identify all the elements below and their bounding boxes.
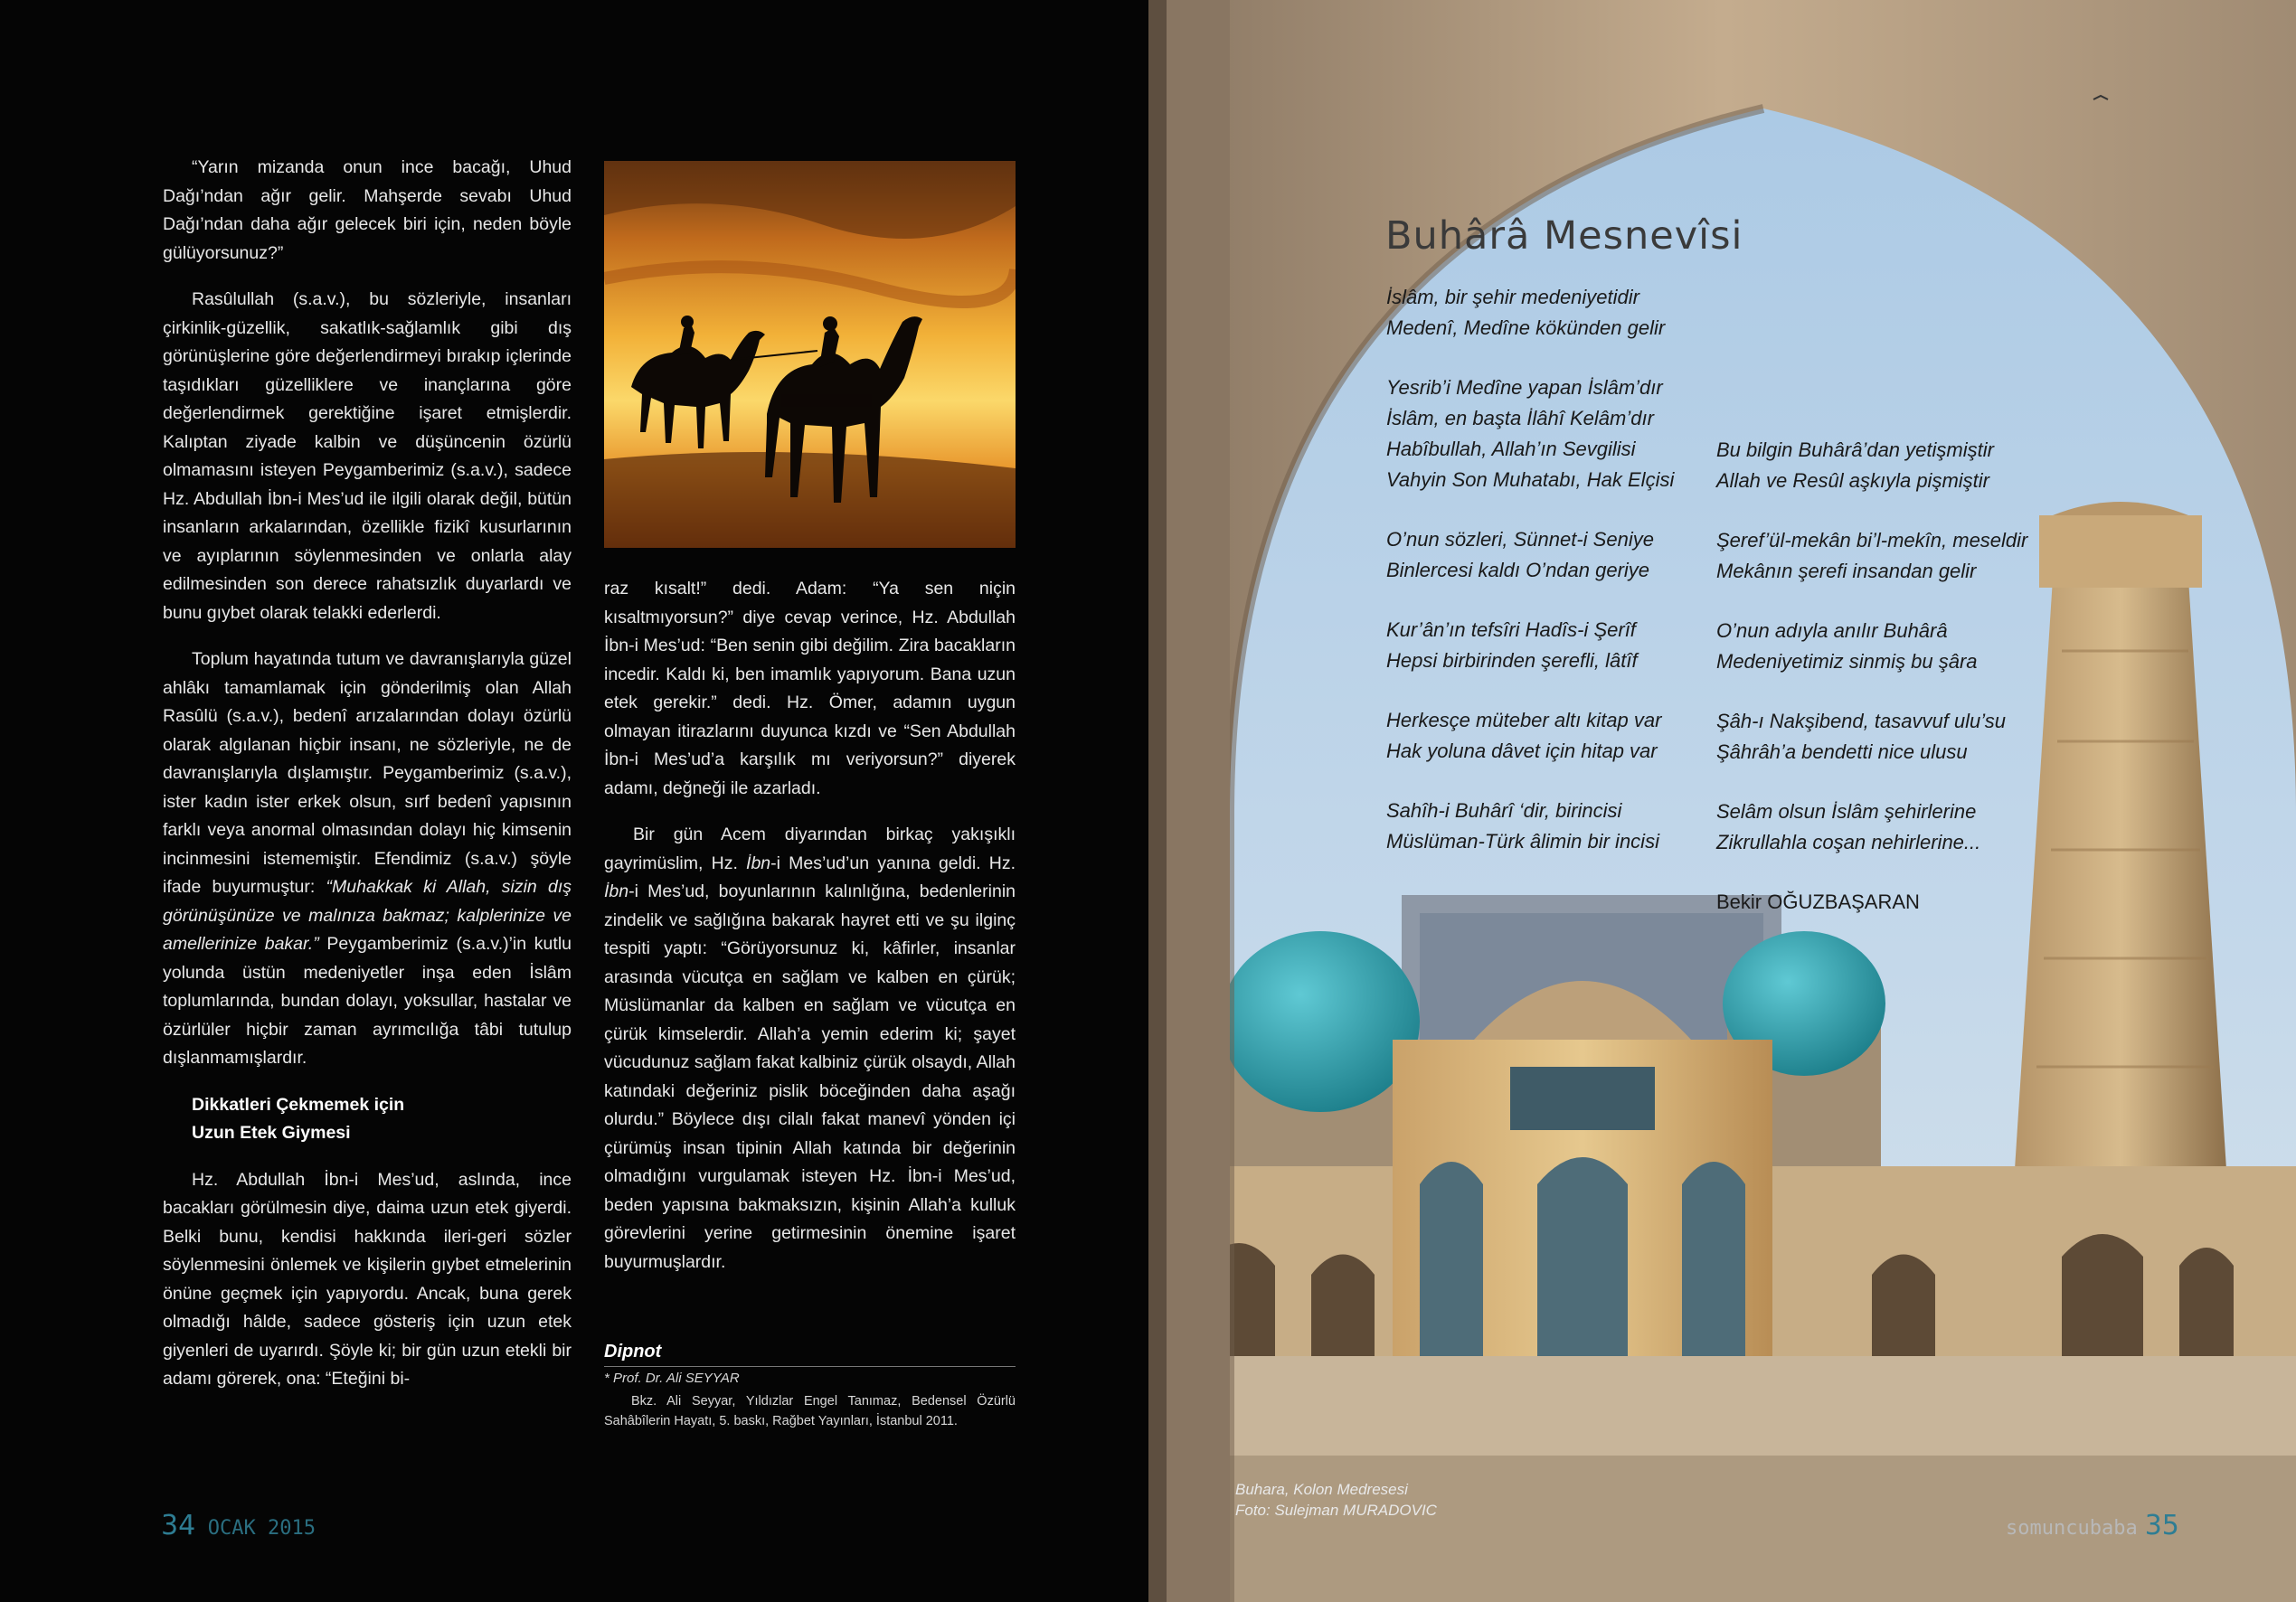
- paragraph: [604, 821, 1016, 1277]
- article-column-1: [163, 154, 572, 1412]
- poem-line: Zikrullahla coşan nehirlerine...: [1716, 831, 1981, 853]
- poem-stanza: [1716, 706, 2060, 768]
- poem-line: Allah ve Resûl aşkıyla pişmiştir: [1716, 469, 1989, 492]
- poem-line: İslâm, bir şehir medeniyetidir: [1386, 286, 1639, 308]
- poem-title: Buhârâ Mesnevîsi: [1385, 213, 1743, 259]
- poem-line: Şâh-ı Nakşibend, tasavvuf ulu’su: [1716, 710, 2006, 732]
- poem-stanza: [1386, 615, 1712, 676]
- text-run: -i Mes’ud’un yanına geldi. Hz.: [770, 853, 1016, 873]
- poem-line: Hak yoluna dâvet için hitap var: [1386, 740, 1658, 762]
- poem-line: Vahyin Son Muhatabı, Hak Elçisi: [1386, 468, 1675, 491]
- poem-line: Sahîh-i Buhârî ‘dir, birincisi: [1386, 799, 1622, 822]
- paragraph: raz kısalt!” dedi. Adam: “Ya sen niçin kısaltmıyorsun?” diye cevap verince, Hz. Abdullah İbn-i Mes’ud: “Ben senin gibi değilim. Zira bacakların incedir. Kaldı ki, ben imamlık yapıyorum. Bana uzun etek gerekir.” dedi. Hz. Ömer, adamın uygun olmayan itirazlarını duyunca kızdı ve “Sen Abdullah İbn-i Mes’ud’a karşılık mı veriyorsun?” diyerek adamı, değneği ile azarladı.: [604, 579, 1016, 798]
- poem-stanza: [1386, 524, 1712, 586]
- issue-date: OCAK 2015: [207, 1517, 316, 1540]
- poem-column-right: [1716, 435, 2060, 918]
- poem-line: Müslüman-Türk âlimin bir incisi: [1386, 830, 1659, 853]
- poem-line: Binlercesi kaldı O’ndan geriye: [1386, 559, 1650, 581]
- caption-line: Buhara, Kolon Medresesi: [1235, 1481, 1408, 1498]
- poem-line: Medenî, Medîne kökünden gelir: [1386, 316, 1666, 339]
- paragraph: Rasûlullah (s.a.v.), bu sözleriyle, insanları çirkinlik-güzellik, sakatlık-sağlamlık gibi dış görünüşlerine göre değerlendirmeyi bırakıp içlerinde taşıdıkları güzelliklere ve inançlarına göre değerlendirmek gerektiğine işaret etmişlerdir. Kalıptan ziyade kalbin ve düşüncenin özürlü olmamasını isteyen Peygamberimiz (s.a.v.), sadece Hz. Abdullah İbn-i Mes’ud ile ilgili olarak değil, bütün insanların arkalarından, özellikle fizikî kusurlarının ve ayıplarının söylenmesinden ve onlarla alay edilmesinden son derece rahatsızlık duyarlardı ve bunu gıybet olarak telakki ederlerdi.: [163, 289, 572, 623]
- poem-line: Bu bilgin Buhârâ’dan yetişmiştir: [1716, 438, 1994, 461]
- magazine-brand: somuncubaba: [2006, 1517, 2138, 1540]
- poem-line: Şeref’ül-mekân bi’l-mekîn, meseldir: [1716, 529, 2028, 551]
- paragraph: [163, 646, 572, 1073]
- poem-line: O’nun adıyla anılır Buhârâ: [1716, 619, 1948, 642]
- poem-stanza: [1716, 616, 2060, 677]
- poem-stanza: [1386, 705, 1712, 767]
- hadith-quote: “Muhakkak ki Allah, sizin dış görünüşünüze ve malınıza bakmaz; kalplerinize ve amellerinize bakar.”: [163, 877, 572, 954]
- footnote-title: Dipnot: [604, 1342, 1016, 1367]
- poem-line: Herkesçe müteber altı kitap var: [1386, 709, 1662, 731]
- text-run: İbn: [604, 881, 629, 901]
- poem-line: Kur’ân’ın tefsîri Hadîs-i Şerîf: [1386, 618, 1636, 641]
- camel-caravan-painting: [604, 161, 1016, 548]
- page-number: 35: [2144, 1510, 2179, 1541]
- poem-line: Selâm olsun İslâm şehirlerine: [1716, 800, 1977, 823]
- photo-credit: Foto: Sulejman MURADOVIC: [1235, 1502, 1437, 1519]
- poem-line: O’nun sözleri, Sünnet-i Seniye: [1386, 528, 1654, 551]
- section-subheading: [163, 1091, 572, 1148]
- subheading-line: Uzun Etek Giymesi: [192, 1123, 351, 1143]
- poem-line: Habîbullah, Allah’ın Sevgilisi: [1386, 438, 1636, 460]
- poem-line: Şâhrâh’a bendetti nice ulusu: [1716, 740, 1968, 763]
- text-run: Toplum hayatında tutum ve davranışlarıyla güzel ahlâkı tamamlamak için gönderilmiş olan Allah Rasûlü (s.a.v.), bedenî arızalarından dolayı özürlü olarak algılanan hiçbir insanı, ne sözleriyle, ne de davranışlarıyla dışlamıştır. Peygamberimiz (s.a.v.), ister kadın ister erkek olsun, sırf bedenî yapısının farklı veya anormal olmasından dolayı hiç kimsenin incinmesini istememiştir. Efendimiz (s.a.v.) şöyle ifade buyurmuştur:: [163, 649, 572, 897]
- poem-column-left: [1386, 282, 1712, 886]
- article-column-2: [604, 575, 1016, 1295]
- page-folio-left: [161, 1510, 316, 1541]
- text-run: -i Mes’ud, boyunlarının kalınlığına, bedenlerinin zindelik ve sağlığına bakarak hayret etti ve şu ilginç tespiti yaptı: “Görüyorsunuz ki, kâfirler, insanlar arasında vücutça en sağlam ve kalben en çürük; Müslümanlar da kalben en sağlam ve vücutça en çürük kimselerdir. Allah’a yemin ederim ki; şayet vücudunuz sağlam fakat kalbiniz çürük olsaydı, Allah katındaki değeriniz pislik böceğinden daha aşağı olurdu.” Böylece dışı cilalı fakat manevî yönden içi çürümüş insan tipinin Allah katında bir değerinin olmadığını vurgulamak isteyen Hz. İbn-i Mes’ud, beden yapısına bakmaksızın, kişinin Allah’a kulluk görevlerini yerine getirmesinin önemine işaret buyurmuşlardır.: [604, 881, 1016, 1272]
- page-number: 34: [161, 1510, 196, 1541]
- right-page: [1148, 0, 2296, 1602]
- poem-stanza: [1716, 435, 2060, 496]
- text-run: İbn: [746, 853, 771, 873]
- poem-stanza: [1716, 796, 2060, 858]
- footnote-reference: Bkz. Ali Seyyar, Yıldızlar Engel Tanımaz, Bedensel Özürlü Sahâbîlerin Hayatı, 5. baskı, Rağbet Yayınları, İstanbul 2011.: [604, 1394, 1016, 1428]
- text-run: Peygamberimiz (s.a.v.)’in kutlu yolunda üstün medeniyetler inşa eden İslâm toplumlarında, bundan dolayı, yoksullar, hastalar ve özürlüler hiçbir zaman ayrımcılığa tâbi tutulup dışlanmamışlardır.: [163, 934, 572, 1068]
- page-folio-right: [2006, 1510, 2179, 1541]
- paragraph: “Yarın mizanda onun ince bacağı, Uhud Dağı’ndan ağır gelir. Mahşerde sevabı Uhud Dağı’ndan daha ağır gelecek biri için, neden böyle gülüyorsunuz?”: [163, 157, 572, 263]
- poem-stanza: [1386, 372, 1712, 495]
- footnote: [604, 1342, 1016, 1431]
- paragraph: Hz. Abdullah İbn-i Mes’ud, aslında, ince bacakları görülmesin diye, daima uzun etek giyerdi. Belki bunu, kendisi hakkında ileri-geri sözler söylenmesini önlemek ve kişilerin gıybet etmelerinin önüne geçmek için yapıyordu. Ancak, buna gerek olmadığı hâlde, sadece gösteriş için uzun etek giyenleri de uyarırdı. Şöyle ki; bir gün uzun etekli bir adamı görerek, ona: “Eteğini bi-: [163, 1169, 572, 1389]
- text-run: Bir gün Acem diyarından birkaç yakışıklı gayrimüslim, Hz.: [604, 825, 1016, 873]
- poem-line: İslâm, en başta İlâhî Kelâm’dır: [1386, 407, 1654, 429]
- poem-line: Mekânın şerefi insandan gelir: [1716, 560, 1977, 582]
- poem-stanza: [1386, 796, 1712, 857]
- poem-stanza: [1386, 282, 1712, 344]
- poet-name: Bekir OĞUZBAŞARAN: [1716, 891, 1920, 913]
- poem-line: Medeniyetimiz sinmiş bu şâra: [1716, 650, 1978, 673]
- footnote-author: * Prof. Dr. Ali SEYYAR: [604, 1371, 740, 1386]
- subheading-line: Dikkatleri Çekmemek için: [192, 1094, 405, 1115]
- poem-stanza: [1716, 525, 2060, 587]
- poem-line: Hepsi birbirinden şerefli, lâtîf: [1386, 649, 1638, 672]
- photo-caption: [1235, 1479, 1437, 1521]
- poem-line: Yesrib’i Medîne yapan İslâm’dır: [1386, 376, 1663, 399]
